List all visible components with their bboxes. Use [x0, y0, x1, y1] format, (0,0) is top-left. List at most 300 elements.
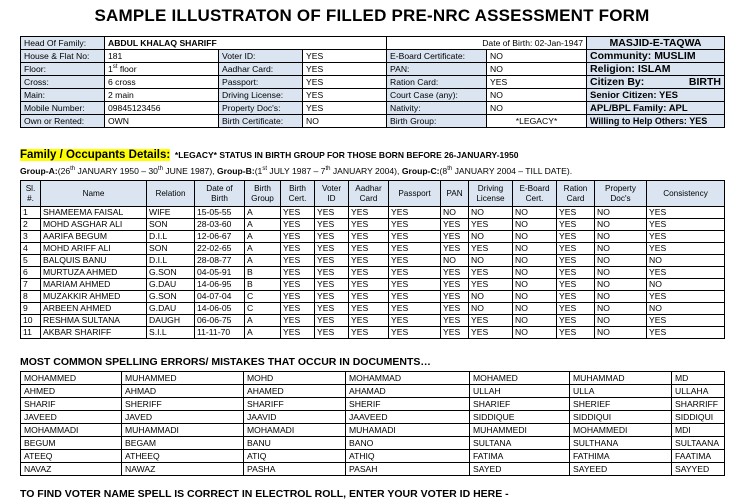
field-value: *LEGACY* [487, 115, 587, 128]
column-header: Birth Cert. [281, 181, 315, 207]
table-cell: YES [647, 291, 725, 303]
table-cell: RESHMA SULTANA [41, 315, 147, 327]
table-cell: NO [595, 303, 647, 315]
table-cell: YES [389, 219, 441, 231]
spelling-variant: MOHAMMED [21, 372, 122, 385]
spelling-variant: NAVAZ [21, 463, 122, 476]
column-header: Date of Birth [195, 181, 245, 207]
spelling-variant: MUHAMMEDI [470, 424, 570, 437]
field-value: NO [487, 102, 587, 115]
table-cell: YES [281, 327, 315, 339]
table-cell: NO [513, 255, 557, 267]
table-cell: 11 [21, 327, 41, 339]
spelling-variant: SHERIFF [122, 398, 244, 411]
dob-value: 02-Jan-1947 [534, 37, 584, 48]
spelling-variant: BANU [244, 437, 346, 450]
table-cell: NO [595, 291, 647, 303]
table-cell: YES [315, 327, 349, 339]
table-cell: A [245, 327, 281, 339]
table-cell: YES [441, 315, 469, 327]
table-cell: YES [441, 303, 469, 315]
spelling-variant: JAVED [122, 411, 244, 424]
table-row [21, 243, 725, 255]
table-cell: YES [281, 315, 315, 327]
group-c-label: Group-C: [401, 166, 440, 176]
table-cell: YES [441, 291, 469, 303]
table-cell: NO [513, 243, 557, 255]
table-cell: YES [349, 207, 389, 219]
table-cell: YES [349, 231, 389, 243]
table-cell: YES [389, 231, 441, 243]
field-value: YES [303, 63, 387, 76]
spelling-row [21, 424, 725, 437]
spelling-variant: MOHAMMADI [21, 424, 122, 437]
table-cell: AKBAR SHARIFF [41, 327, 147, 339]
spelling-row [21, 437, 725, 450]
field-label: Floor: [21, 63, 105, 76]
table-row [21, 267, 725, 279]
spelling-variant: ATIQ [244, 450, 346, 463]
spelling-variant: MD [672, 372, 725, 385]
table-cell: NO [513, 291, 557, 303]
spelling-variant: MUHAMMAD [570, 372, 672, 385]
family-table-header [21, 181, 725, 207]
table-cell: D.I.L [147, 231, 195, 243]
table-cell: YES [557, 243, 595, 255]
table-cell: 9 [21, 303, 41, 315]
table-cell: NO [595, 255, 647, 267]
table-cell: 12-06-67 [195, 231, 245, 243]
spelling-variant: ULLA [570, 385, 672, 398]
table-cell: 7 [21, 279, 41, 291]
group-c-text: (8 [439, 166, 448, 176]
field-label: Birth Certificate: [219, 115, 303, 128]
header-row [21, 63, 725, 76]
table-row [21, 279, 725, 291]
table-cell: G.SON [147, 291, 195, 303]
spelling-variant: BEGAM [122, 437, 244, 450]
floor-text: floor [117, 63, 137, 74]
table-cell: NO [647, 303, 725, 315]
table-cell: 14-06-05 [195, 303, 245, 315]
table-cell: YES [281, 255, 315, 267]
table-cell: NO [513, 207, 557, 219]
table-cell: 11-11-70 [195, 327, 245, 339]
field-value: 2 main [105, 89, 219, 102]
field-label: Mobile Number: [21, 102, 105, 115]
table-cell: NO [469, 255, 513, 267]
table-cell: YES [315, 303, 349, 315]
spelling-variant: SIDDIQUE [470, 411, 570, 424]
table-cell: YES [315, 291, 349, 303]
header-row [21, 76, 725, 89]
table-cell: YES [281, 231, 315, 243]
spelling-variant: MOHAMMAD [346, 372, 470, 385]
senior-citizen-label: Senior Citizen: [590, 89, 657, 101]
field-label: Driving License: [219, 89, 303, 102]
masjid-name: MASJID-E-TAQWA [587, 37, 725, 50]
table-cell: YES [469, 315, 513, 327]
table-cell: C [245, 291, 281, 303]
table-cell: YES [469, 219, 513, 231]
table-cell: YES [349, 219, 389, 231]
table-cell: YES [647, 243, 725, 255]
table-cell: MUZAKKIR AHMED [41, 291, 147, 303]
table-cell: YES [647, 231, 725, 243]
table-cell: NO [469, 231, 513, 243]
table-cell: NO [513, 267, 557, 279]
table-cell: YES [469, 243, 513, 255]
table-cell: YES [315, 279, 349, 291]
table-cell: SHAMEEMA FAISAL [41, 207, 147, 219]
table-row [21, 303, 725, 315]
spelling-variant: SAYED [470, 463, 570, 476]
table-cell: YES [389, 327, 441, 339]
column-header: Passport [389, 181, 441, 207]
spelling-variant: BEGUM [21, 437, 122, 450]
table-cell: NO [595, 231, 647, 243]
table-row [21, 327, 725, 339]
table-cell: 4 [21, 243, 41, 255]
citizen-by-box [587, 76, 725, 89]
group-b-text: (1 [254, 166, 263, 176]
table-cell: YES [349, 267, 389, 279]
field-value: NO [487, 63, 587, 76]
table-row [21, 231, 725, 243]
field-label: Passport: [219, 76, 303, 89]
community-box [587, 50, 725, 63]
table-cell: BALQUIS BANU [41, 255, 147, 267]
table-cell: YES [557, 219, 595, 231]
ordinal-suffix: th [70, 166, 76, 173]
table-cell: MARIAM AHMED [41, 279, 147, 291]
table-cell: 3 [21, 231, 41, 243]
head-of-family-value: ABDUL KHALAQ SHARIFF [105, 37, 387, 50]
spelling-variant: MOHAMADI [244, 424, 346, 437]
table-cell: NO [513, 219, 557, 231]
spelling-variant: SHERIEF [570, 398, 672, 411]
spelling-variant: SAYYED [672, 463, 725, 476]
column-header: Name [41, 181, 147, 207]
spelling-variant: JAVEED [21, 411, 122, 424]
field-label: Property Doc's: [219, 102, 303, 115]
spelling-variant: FAATIMA [672, 450, 725, 463]
table-cell: NO [513, 303, 557, 315]
ordinal-suffix: th [325, 166, 331, 173]
table-cell: NO [441, 207, 469, 219]
table-cell: 10 [21, 315, 41, 327]
citizen-by-label: Citizen By: [590, 75, 645, 88]
table-cell: YES [557, 231, 595, 243]
field-label: Nativity: [387, 102, 487, 115]
table-cell: YES [281, 207, 315, 219]
willing-to-help-label: Willing to Help Others: [590, 115, 687, 126]
ordinal-suffix: th [157, 166, 163, 173]
spelling-variant: SHARIFF [244, 398, 346, 411]
spelling-variant: SAYEED [570, 463, 672, 476]
column-header: Driving License [469, 181, 513, 207]
table-cell: YES [557, 279, 595, 291]
spelling-row [21, 450, 725, 463]
column-header: E-Board Cert. [513, 181, 557, 207]
table-cell: MOHD ASGHAR ALI [41, 219, 147, 231]
table-cell: 5 [21, 255, 41, 267]
table-cell: YES [469, 267, 513, 279]
table-cell: NO [513, 231, 557, 243]
table-cell: NO [595, 243, 647, 255]
table-cell: YES [281, 303, 315, 315]
table-cell: B [245, 267, 281, 279]
table-cell: MOHD ARIFF ALI [41, 243, 147, 255]
spelling-row [21, 411, 725, 424]
field-label: Court Case (any): [387, 89, 487, 102]
spelling-variant: AHAMAD [346, 385, 470, 398]
table-cell: 6 [21, 267, 41, 279]
group-a-text: JANUARY 1950 – 30 [75, 166, 158, 176]
table-cell: A [245, 243, 281, 255]
spelling-variant: PASHA [244, 463, 346, 476]
table-cell: YES [441, 219, 469, 231]
spelling-variant: SULTHANA [570, 437, 672, 450]
field-value: 181 [105, 50, 219, 63]
table-cell: YES [441, 327, 469, 339]
table-row [21, 255, 725, 267]
table-cell: 8 [21, 291, 41, 303]
field-value: YES [303, 76, 387, 89]
family-heading [20, 149, 518, 161]
spelling-variant: JAAVID [244, 411, 346, 424]
group-b-label: Group-B: [216, 166, 255, 176]
table-cell: YES [315, 255, 349, 267]
table-cell: YES [281, 291, 315, 303]
table-cell: YES [389, 255, 441, 267]
table-cell: YES [557, 207, 595, 219]
table-row [21, 315, 725, 327]
table-cell: D.I.L [147, 255, 195, 267]
field-value: 6 cross [105, 76, 219, 89]
spelling-variant: FATHIMA [570, 450, 672, 463]
apl-bpl-box [587, 102, 725, 115]
field-label: House & Flat No: [21, 50, 105, 63]
spelling-variant: MOHAMMEDI [570, 424, 672, 437]
table-cell: NO [595, 315, 647, 327]
table-cell: B [245, 279, 281, 291]
table-cell: YES [349, 291, 389, 303]
spelling-variant: ULLAH [470, 385, 570, 398]
apl-bpl-value: APL [668, 102, 688, 114]
table-cell: YES [349, 315, 389, 327]
legacy-note: *LEGACY* STATUS IN BIRTH GROUP FOR THOSE BORN BEFORE 26-JANUARY-1950 [174, 150, 519, 160]
field-value: YES [303, 50, 387, 63]
table-cell: YES [647, 207, 725, 219]
table-cell: YES [389, 315, 441, 327]
table-cell: YES [441, 231, 469, 243]
table-cell: NO [469, 207, 513, 219]
spelling-variant: MUHAMMED [122, 372, 244, 385]
spelling-variant: MOHD [244, 372, 346, 385]
table-cell: MURTUZA AHMED [41, 267, 147, 279]
table-cell: 28-03-60 [195, 219, 245, 231]
field-value: OWN [105, 115, 219, 128]
spelling-variant: NAWAZ [122, 463, 244, 476]
community-label: Community: [590, 49, 652, 62]
senior-citizen-box [587, 89, 725, 102]
column-header: Aadhar Card [349, 181, 389, 207]
table-cell: A [245, 255, 281, 267]
spelling-variant: ATEEQ [21, 450, 122, 463]
table-cell: 15-05-55 [195, 207, 245, 219]
spelling-variant: ATHEEQ [122, 450, 244, 463]
table-cell: DAUGH [147, 315, 195, 327]
group-b-text: JANUARY 2004), [330, 166, 402, 176]
field-value: YES [487, 76, 587, 89]
senior-citizen-value: YES [659, 89, 679, 101]
spelling-variant: AHAMED [244, 385, 346, 398]
table-cell: YES [557, 327, 595, 339]
table-cell: YES [315, 219, 349, 231]
table-cell: G.DAU [147, 303, 195, 315]
spelling-variant: MOHAMED [470, 372, 570, 385]
field-label: Ration Card: [387, 76, 487, 89]
field-label: Main: [21, 89, 105, 102]
table-cell: YES [315, 243, 349, 255]
ordinal-suffix: th [447, 166, 453, 173]
field-label: Birth Group: [387, 115, 487, 128]
field-label: Cross: [21, 76, 105, 89]
table-cell: NO [647, 279, 725, 291]
table-cell: YES [349, 243, 389, 255]
table-cell: YES [281, 243, 315, 255]
spelling-row [21, 463, 725, 476]
spelling-variant: BANO [346, 437, 470, 450]
table-cell: NO [595, 207, 647, 219]
floor-number: 1 [108, 63, 113, 74]
table-cell: YES [281, 219, 315, 231]
table-cell: NO [513, 327, 557, 339]
table-cell: YES [389, 267, 441, 279]
religion-label: Religion: [590, 62, 635, 75]
table-cell: 06-06-75 [195, 315, 245, 327]
head-of-family-table [20, 36, 725, 128]
birth-group-definitions [20, 166, 572, 176]
spelling-variant: MUHAMADI [346, 424, 470, 437]
table-cell: C [245, 303, 281, 315]
column-header: Birth Group [245, 181, 281, 207]
field-value: NO [487, 89, 587, 102]
spelling-variant: SHARIF [21, 398, 122, 411]
table-cell: NO [469, 291, 513, 303]
field-value: 09845123456 [105, 102, 219, 115]
spelling-variant: SIDDIQUI [570, 411, 672, 424]
column-header: Sl. #. [21, 181, 41, 207]
table-cell: SON [147, 219, 195, 231]
field-value [105, 63, 219, 76]
table-cell: YES [349, 279, 389, 291]
table-cell: YES [441, 279, 469, 291]
table-cell: NO [595, 327, 647, 339]
table-cell: 22-02-65 [195, 243, 245, 255]
community-value: MUSLIM [654, 49, 696, 62]
table-cell: YES [281, 267, 315, 279]
table-cell: YES [389, 207, 441, 219]
column-header: Consistency [647, 181, 725, 207]
field-label: E-Board Certificate: [387, 50, 487, 63]
citizen-by-value: BIRTH [688, 75, 722, 88]
spelling-variant: SHARRIFF [672, 398, 725, 411]
table-cell: A [245, 207, 281, 219]
family-table [20, 180, 725, 339]
table-cell: YES [349, 327, 389, 339]
floor-suffix: st [112, 63, 118, 70]
field-value: NO [487, 50, 587, 63]
table-cell: NO [595, 267, 647, 279]
table-cell: YES [389, 303, 441, 315]
spelling-variant: AHMED [21, 385, 122, 398]
spelling-variant: SHERIF [346, 398, 470, 411]
table-cell: YES [349, 303, 389, 315]
table-cell: YES [557, 303, 595, 315]
spelling-row [21, 372, 725, 385]
column-header: Ration Card [557, 181, 595, 207]
spelling-variant: SULTANA [470, 437, 570, 450]
table-cell: YES [469, 327, 513, 339]
dob-label: Date of Birth: [482, 37, 533, 48]
table-cell: YES [315, 267, 349, 279]
table-cell: YES [557, 267, 595, 279]
header-row [21, 89, 725, 102]
table-cell: YES [441, 267, 469, 279]
group-b-text: JULY 1987 – 7 [267, 166, 326, 176]
column-header: Relation [147, 181, 195, 207]
table-cell: YES [389, 243, 441, 255]
table-cell: NO [595, 219, 647, 231]
table-cell: 04-05-91 [195, 267, 245, 279]
spelling-variant: FATIMA [470, 450, 570, 463]
willing-to-help-box [587, 115, 725, 128]
table-cell: YES [647, 315, 725, 327]
field-value: YES [303, 102, 387, 115]
table-cell: NO [647, 255, 725, 267]
table-cell: YES [469, 279, 513, 291]
field-label: Aadhar Card: [219, 63, 303, 76]
spelling-variant: ATHIQ [346, 450, 470, 463]
table-cell: YES [281, 279, 315, 291]
table-cell: YES [647, 327, 725, 339]
table-cell: 04-07-04 [195, 291, 245, 303]
spelling-variant: SHARIEF [470, 398, 570, 411]
group-a-text: (26 [57, 166, 71, 176]
spelling-variant: SULTAANA [672, 437, 725, 450]
table-cell: YES [315, 207, 349, 219]
table-cell: 1 [21, 207, 41, 219]
field-label: PAN: [387, 63, 487, 76]
head-row [21, 37, 725, 50]
table-cell: YES [647, 267, 725, 279]
table-cell: NO [513, 279, 557, 291]
spelling-variant: PASAH [346, 463, 470, 476]
column-header: PAN [441, 181, 469, 207]
spelling-variant: SIDDIQUI [672, 411, 725, 424]
table-row [21, 207, 725, 219]
table-cell: ARBEEN AHMED [41, 303, 147, 315]
table-cell: YES [389, 291, 441, 303]
spelling-variant: MUHAMMADI [122, 424, 244, 437]
table-cell: NO [513, 315, 557, 327]
voter-id-instruction: TO FIND VOTER NAME SPELL IS CORRECT IN ELECTROL ROLL, ENTER YOUR VOTER ID HERE - [20, 488, 509, 500]
spelling-errors-table [20, 371, 725, 476]
ordinal-suffix: st [262, 166, 268, 173]
spelling-row [21, 385, 725, 398]
